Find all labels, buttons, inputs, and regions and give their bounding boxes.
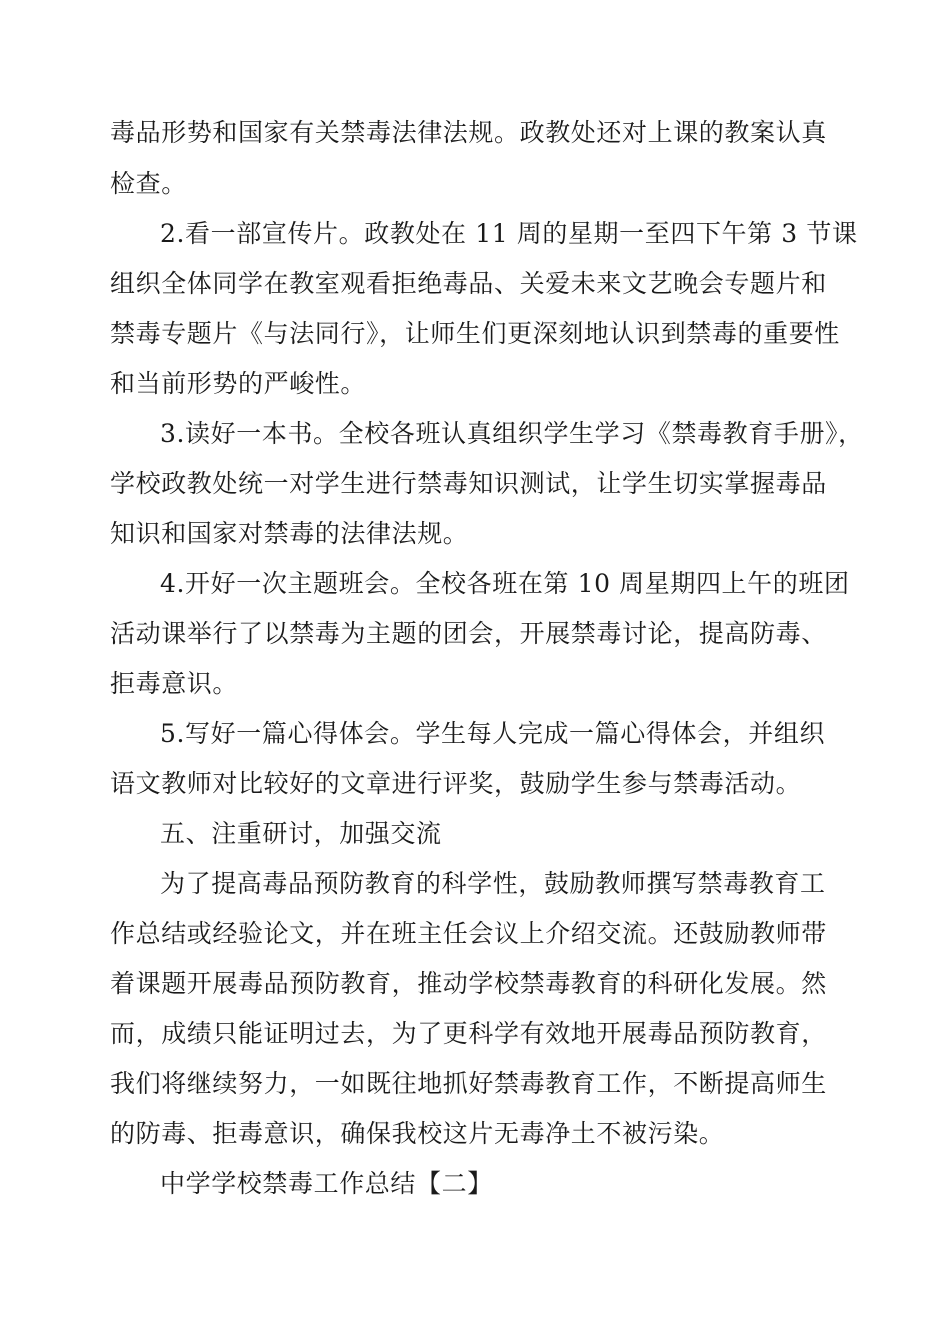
text-line: 的防毒、拒毒意识，确保我校这片无毒净土不被污染。 [110,1119,725,1148]
text-line: 4.开好一次主题班会。全校各班在第 10 周星期四上午的班团 [160,569,850,598]
text-line: 为了提高毒品预防教育的科学性，鼓励教师撰写禁毒教育工 [160,869,826,898]
text-line: 学校政教处统一对学生进行禁毒知识测试，让学生切实掌握毒品 [110,469,827,498]
text-line: 活动课举行了以禁毒为主题的团会，开展禁毒讨论，提高防毒、 [110,619,827,648]
text-line: 拒毒意识。 [110,669,239,698]
text-line: 语文教师对比较好的文章进行评奖，鼓励学生参与禁毒活动。 [110,769,802,798]
text-line: 2.看一部宣传片。政教处在 11 周的星期一至四下午第 3 节课 [160,219,858,248]
text-line: 毒品形势和国家有关禁毒法律法规。政教处还对上课的教案认真 [110,118,827,147]
section-title: 中学学校禁毒工作总结【二】 [160,1169,493,1198]
text-line: 组织全体同学在教室观看拒绝毒品、关爱未来文艺晚会专题片和 [110,269,827,298]
text-line: 作总结或经验论文，并在班主任会议上介绍交流。还鼓励教师带 [110,919,827,948]
text-line: 禁毒专题片《与法同行》，让师生们更深刻地认识到禁毒的重要性 [110,319,840,348]
text-line: 而，成绩只能证明过去，为了更科学有效地开展毒品预防教育， [110,1019,827,1048]
text-line: 5.写好一篇心得体会。学生每人完成一篇心得体会，并组织 [160,719,826,748]
text-line: 3.读好一本书。全校各班认真组织学生学习《禁毒教育手册》， [160,419,864,448]
text-line: 检查。 [110,169,187,198]
text-line: 着课题开展毒品预防教育，推动学校禁毒教育的科研化发展。然 [110,969,827,998]
section-heading: 五、注重研讨，加强交流 [160,819,442,848]
text-line: 知识和国家对禁毒的法律法规。 [110,519,469,548]
text-line: 和当前形势的严峻性。 [110,369,367,398]
text-line: 我们将继续努力，一如既往地抓好禁毒教育工作，不断提高师生 [110,1069,827,1098]
